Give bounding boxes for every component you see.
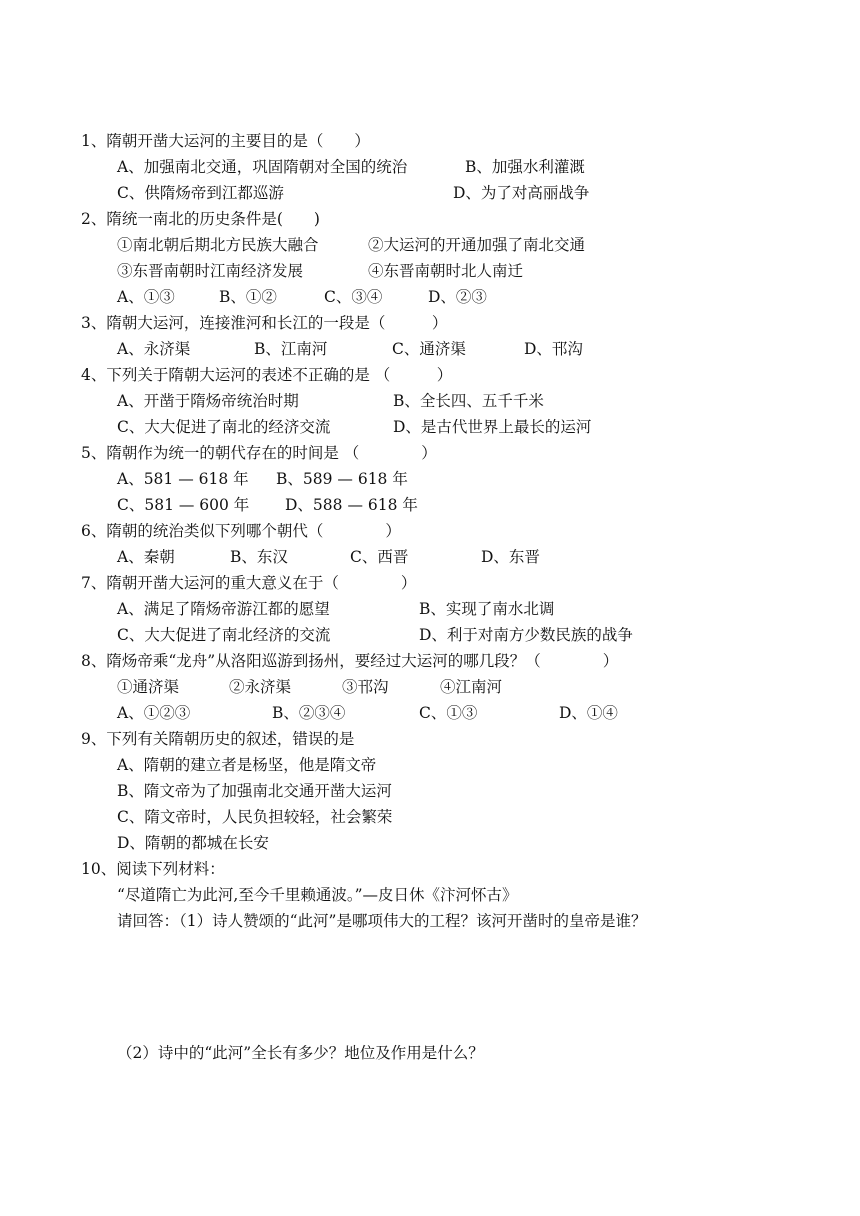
q10-stem: 10、阅读下列材料： (81, 860, 225, 878)
q2-item-3: ③东晋南朝时江南经济发展 (117, 262, 304, 280)
q8-stem: 8、隋炀帝乘“龙舟”从洛阳巡游到扬州，要经过大运河的哪几段？（ ） (81, 652, 619, 670)
q1-option-b: B、加强水利灌溉 (465, 158, 585, 176)
q6-stem: 6、隋朝的统治类似下列哪个朝代（ ） (81, 522, 401, 540)
q8-option-b: B、②③④ (272, 704, 346, 722)
q4-stem: 4、下列关于隋朝大运河的表述不正确的是 （ ） (81, 366, 453, 384)
q8-option-a: A、①②③ (117, 704, 191, 722)
q2-option-c: C、③④ (324, 288, 383, 306)
q3-option-d: D、邗沟 (524, 340, 583, 358)
q3-option-a: A、永济渠 (117, 340, 191, 358)
q7-stem: 7、隋朝开凿大运河的重大意义在于（ ） (81, 574, 417, 592)
q7-option-b: B、实现了南水北调 (419, 600, 555, 618)
q9-stem: 9、下列有关隋朝历史的叙述，错误的是 (81, 730, 355, 748)
q9-option-d: D、隋朝的都城在长安 (117, 834, 269, 852)
q5-option-a: A、581 — 618 年 (117, 470, 249, 488)
q5-stem: 5、隋朝作为统一的朝代存在的时间是 （ ） (81, 444, 437, 462)
q4-option-b: B、全长四、五千千米 (393, 392, 544, 410)
q9-option-c: C、隋文帝时，人民负担较轻，社会繁荣 (117, 808, 393, 826)
q2-option-b: B、①② (219, 288, 277, 306)
q2-item-2: ②大运河的开通加强了南北交通 (368, 236, 586, 254)
q2-option-d: D、②③ (428, 288, 487, 306)
q2-option-a: A、①③ (117, 288, 175, 306)
q8-item-3: ③邗沟 (342, 678, 389, 696)
q5-option-d: D、588 — 618 年 (285, 496, 418, 514)
q1-option-d: D、为了对高丽战争 (453, 184, 590, 202)
q8-item-1: ①通济渠 (117, 678, 180, 696)
q6-option-a: A、秦朝 (117, 548, 175, 566)
q1-option-c: C、供隋炀帝到江都巡游 (117, 184, 284, 202)
q9-option-a: A、隋朝的建立者是杨坚，他是隋文帝 (117, 756, 377, 774)
q8-item-2: ②永济渠 (229, 678, 292, 696)
q2-item-4: ④东晋南朝时北人南迁 (368, 262, 524, 280)
q10-subquestion-2: （2）诗中的“此河”全长有多少？地位及作用是什么？ (117, 1044, 484, 1062)
q2-item-1: ①南北朝后期北方民族大融合 (117, 236, 319, 254)
q1-option-a: A、加强南北交通，巩固隋朝对全国的统治 (117, 158, 408, 176)
q7-option-d: D、利于对南方少数民族的战争 (419, 626, 633, 644)
q1-stem: 1、隋朝开凿大运河的主要目的是（ ） (81, 132, 370, 150)
q5-option-b: B、589 — 618 年 (276, 470, 408, 488)
q10-subquestion-1: 请回答：（1）诗人赞颂的“此河”是哪项伟大的工程？该河开凿时的皇帝是谁？ (117, 912, 647, 930)
q8-option-c: C、①③ (419, 704, 478, 722)
q7-option-c: C、大大促进了南北经济的交流 (117, 626, 331, 644)
q4-option-c: C、大大促进了南北的经济交流 (117, 418, 331, 436)
q8-option-d: D、①④ (559, 704, 618, 722)
q6-option-c: C、西晋 (350, 548, 409, 566)
q7-option-a: A、满足了隋炀帝游江都的愿望 (117, 600, 330, 618)
q2-stem: 2、隋统一南北的历史条件是( ) (81, 210, 320, 228)
q6-option-b: B、东汉 (230, 548, 288, 566)
q4-option-a: A、开凿于隋炀帝统治时期 (117, 392, 299, 410)
q5-option-c: C、581 — 600 年 (117, 496, 250, 514)
q8-item-4: ④江南河 (440, 678, 503, 696)
q6-option-d: D、东晋 (481, 548, 540, 566)
q3-stem: 3、隋朝大运河，连接淮河和长江的一段是（ ） (81, 314, 448, 332)
q9-option-b: B、隋文帝为了加强南北交通开凿大运河 (117, 782, 392, 800)
q3-option-b: B、江南河 (254, 340, 328, 358)
q3-option-c: C、通济渠 (392, 340, 466, 358)
q10-quote: “尽道隋亡为此河,至今千里赖通波。”—皮日休《汴河怀古》 (117, 886, 518, 904)
q4-option-d: D、是古代世界上最长的运河 (393, 418, 592, 436)
